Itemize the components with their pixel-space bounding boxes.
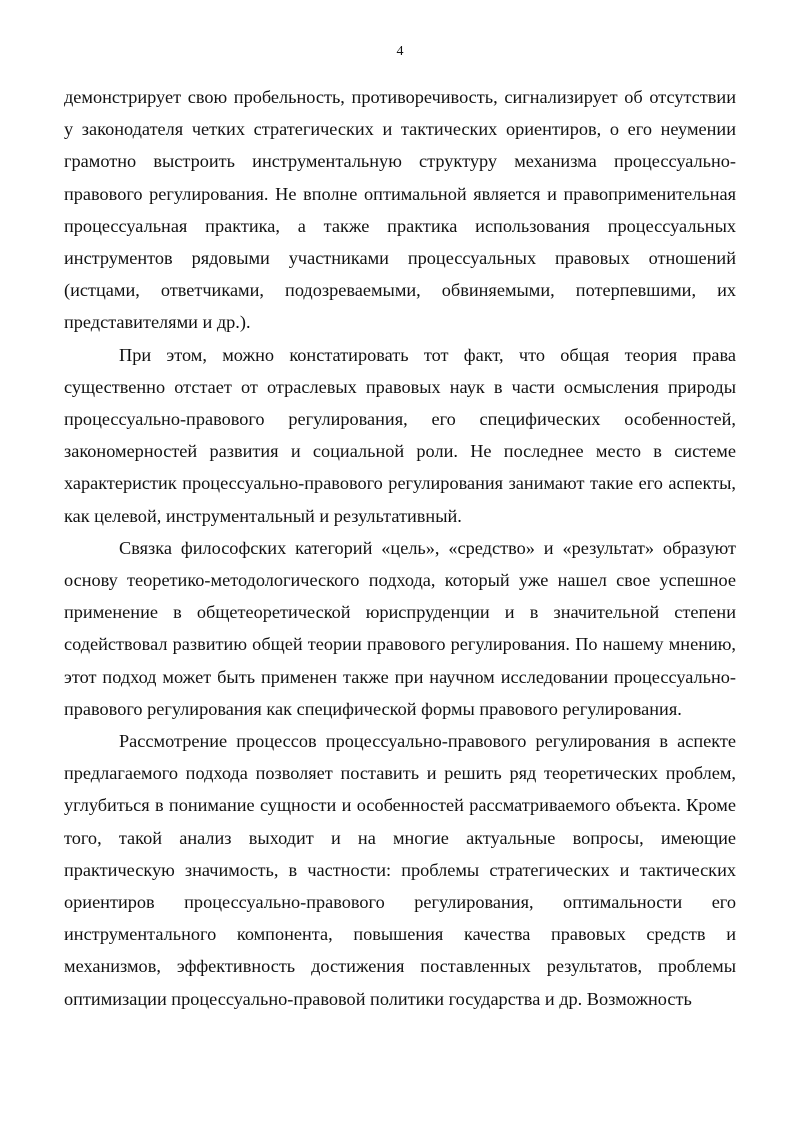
paragraph-4: Рассмотрение процессов процессуально-правового регулирования в аспекте предлагаемого подхода позволяет поставить и решить ряд теоретических проблем, углубиться в понимание сущности и особенностей рассматриваемого объекта. Кроме того, такой анализ выходит и на многие актуальные вопросы, имеющие практическую значимость, в частности: проблемы стратегических и тактических ориентиров процессуально-правового регулирования, оптимальности его инструментального компонента, повышения качества правовых средств и механизмов, эффективность достижения поставленных результатов, проблемы оптимизации процессуально-правовой политики государства и др. Возможность xyxy=(64,731,736,1009)
body-text xyxy=(64,81,736,1015)
paragraph-1: демонстрирует свою пробельность, противоречивость, сигнализирует об отсутствии у законодателя четких стратегических и тактических ориентиров, о его неумении грамотно выстроить инструментальную структуру механизма процессуально-правового регулирования. Не вполне оптимальной является и правоприменительная процессуальная практика, а также практика использования процессуальных инструментов рядовыми участниками процессуальных правовых отношений (истцами, ответчиками, подозреваемыми, обвиняемыми, потерпевшими, их представителями и др.). xyxy=(64,87,736,333)
page-number: 4 xyxy=(396,44,404,59)
paragraph-3: Связка философских категорий «цель», «средство» и «результат» образуют основу теоретико-методологического подхода, который уже нашел свое успешное применение в общетеоретической юриспруденции и в значительной степени содействовал развитию общей теории правового регулирования. По нашему мнению, этот подход может быть применен также при научном исследовании процессуально-правового регулирования как специфической формы правового регулирования. xyxy=(64,537,736,719)
paragraph-2: При этом, можно констатировать тот факт, что общая теория права существенно отстает от отраслевых правовых наук в части осмысления природы процессуально-правового регулирования, его специфических особенностей, закономерностей развития и социальной роли. Не последнее место в системе характеристик процессуально-правового регулирования занимают такие его аспекты, как целевой, инструментальный и результативный. xyxy=(64,344,736,526)
